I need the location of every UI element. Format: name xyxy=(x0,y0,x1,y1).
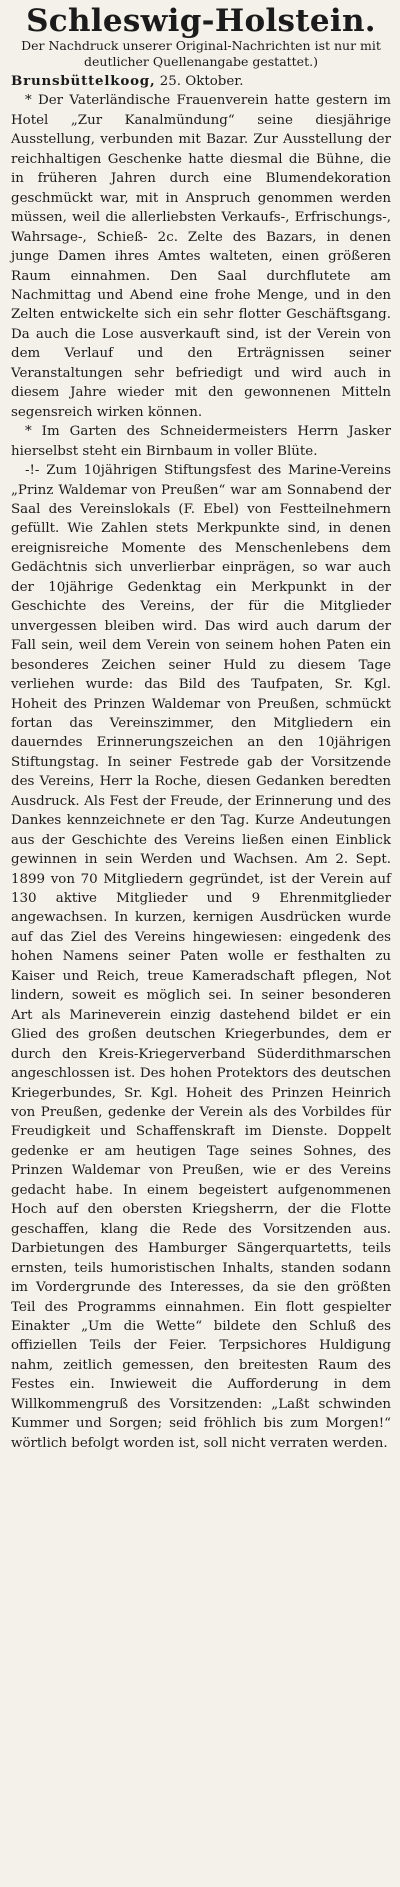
dateline-place: Brunsbüttelkoog, xyxy=(11,73,156,89)
dateline xyxy=(11,72,391,91)
section-heading: Schleswig-Holstein. xyxy=(26,3,376,39)
article-marine-verein: -!- Zum 10jährigen Stiftungsfest des Marine-Vereins „Prinz Waldemar von Preußen“ war am Sonnabend der Saal des Vereinslokals (F. Ebel) von Festteilnehmern gefüllt. Wie Zahlen stets Merkpunkte sind, in denen ereignisreiche Momente des Menschenlebens dem Gedächtnis sich unverlierbar einprägen, so war auch der 10jährige Gedenktag ein Merkpunkt in der Geschichte des Vereins, der für die Mitglieder unvergessen bleiben wird. Das wird auch darum der Fall sein, weil dem Verein von seinem hohen Paten ein besonderes Zeichen seiner Huld zu diesem Tage verliehen wurde: das Bild des Taufpaten, Sr. Kgl. Hoheit des Prinzen Waldemar von Preußen, schmückt fortan das Vereinszimmer, den Mitgliedern ein dauerndes Erinnerungszeichen an den 10jährigen Stiftungstag. In seiner Festrede gab der Vorsitzende des Vereins, Herr la Roche, diesen Gedanken beredten Ausdruck. Als Fest der Freude, der Erinnerung und des Dankes kennzeichnete er den Tag. Kurze Andeutungen aus der Geschichte des Vereins ließen einen Einblick gewinnen in sein Werden und Wachsen. Am 2. Sept. 1899 von 70 Mitgliedern gegründet, ist der Verein auf 130 aktive Mitglieder und 9 Ehrenmitglieder angewachsen. In kurzen, kernigen Ausdrücken wurde auf das Ziel des Vereins hingewiesen: eingedenk des hohen Namens seiner Paten wolle er festhalten zu Kaiser und Reich, treue Kameradschaft pflegen, Not lindern, soweit es möglich sei. In seiner besonderen Art als Marineverein einzig dastehend bildet er ein Glied des großen deutschen Kriegerbundes, dem er durch den Kreis-Kriegerverband Süderdithmarschen angeschlossen ist. Des hohen Protektors des deutschen Kriegerbundes, Sr. Kgl. Hoheit des Prinzen Heinrich von Preußen, gedenke der Verein als des Vorbildes für Freudigkeit und Schaffenskraft im Dienste. Doppelt gedenke er am heutigen Tage seines Sohnes, des Prinzen Waldemar von Preußen, wie er des Vereins gedacht habe. In einem begeistert aufgenommenen Hoch auf den obersten Kriegsherrn, der die Flotte geschaffen, klang die Rede des Vorsitzenden aus. Darbietungen des Hamburger Sängerquartetts, teils ernsten, teils humoristischen Inhalts, standen sodann im Vordergrunde des Interesses, da sie den größten Teil des Programms einnahmen. Ein flott gespielter Einakter „Um die Wette“ bildete den Schluß des offiziellen Teils der Feier. Terpsichores Huldigung nahm, zeitlich gemessen, den breitesten Raum des Festes ein. Inwieweit die Aufforderung in dem Willkommengruß des Vorsitzenden: „Laßt schwinden Kummer und Sorgen; seid fröhlich bis zum Morgen!“ wörtlich befolgt worden ist, soll nicht verraten werden. xyxy=(11,463,391,1451)
article-birnbaum: * Im Garten des Schneidermeisters Herrn Jasker hierselbst steht ein Birnbaum in voller Blüte. xyxy=(11,424,391,459)
dateline-date: 25. Oktober. xyxy=(159,74,244,89)
reprint-notice: Der Nachdruck unserer Original-Nachrichten ist nur mit deutlicher Quellenangabe gestattet.) xyxy=(21,38,381,69)
article-frauenverein: * Der Vaterländische Frauenverein hatte gestern im Hotel „Zur Kanalmündung“ seine diesjährige Ausstellung, verbunden mit Bazar. Zur Ausstellung der reichhaltigen Geschenke hatte diesmal die Bühne, die in früheren Jahren durch eine Blumendekoration geschmückt war, mit in Anspruch genommen werden müssen, weil die allerliebsten Verkaufs-, Erfrischungs-, Wahrsage-, Schieß- 2c. Zelte des Bazars, in denen junge Damen ihres Amtes walteten, einen größeren Raum einnahmen. Den Saal durchflutete am Nachmittag und Abend eine frohe Menge, und in den Zelten entwickelte sich ein sehr flotter Geschäftsgang. Da auch die Lose ausverkauft sind, ist der Verein von dem Verlauf und den Erträgnissen seiner Veranstaltungen sehr befriedigt und wird auch in diesem Jahre wieder mit den gewonnenen Mitteln segensreich wirken können. xyxy=(11,93,391,420)
